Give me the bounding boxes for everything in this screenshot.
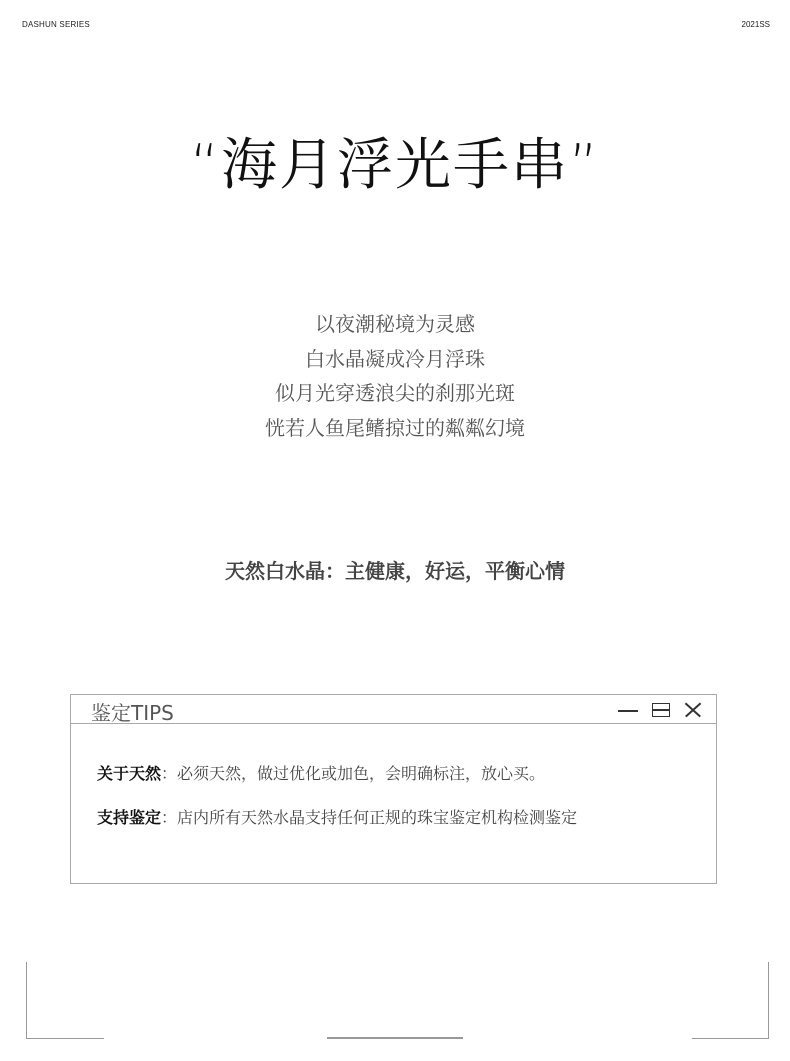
tips-row-natural	[97, 763, 706, 785]
tips-window-body	[97, 763, 706, 851]
page-title: “海月浮光手串”	[189, 133, 601, 198]
tips-window-title: 鉴定TIPS	[91, 701, 174, 725]
tips-text: ：必须天然，做过优化或加色，会明确标注，放心买。	[161, 764, 546, 783]
tips-row-certification	[97, 807, 706, 829]
minimize-icon	[618, 710, 638, 712]
maximize-icon	[652, 703, 670, 717]
tips-window-titlebar	[71, 695, 716, 724]
poem-block	[0, 307, 790, 445]
frame-corner-right	[692, 962, 769, 1039]
poem-line: 恍若人鱼尾鳍掠过的粼粼幻境	[265, 415, 525, 440]
poem-line: 以夜潮秘境为灵感	[315, 312, 475, 336]
close-icon	[684, 702, 702, 718]
window-controls	[618, 701, 702, 719]
poem-line: 似月光穿透浪尖的刹那光斑	[275, 381, 515, 405]
tips-window	[70, 694, 717, 884]
tips-text: ：店内所有天然水晶支持任何正规的珠宝鉴定机构检测鉴定	[161, 808, 578, 827]
brand-series-label: DASHUN SERIES	[22, 20, 90, 29]
tips-label: 支持鉴定	[97, 808, 162, 827]
tips-label: 关于天然	[97, 764, 162, 783]
frame-divider	[327, 1037, 463, 1039]
benefit-statement: 天然白水晶：主健康，好运，平衡心情	[225, 559, 565, 583]
poem-line: 白水晶凝成冷月浮珠	[305, 346, 485, 371]
frame-corner-left	[26, 962, 104, 1039]
season-label: 2021SS	[741, 20, 770, 29]
